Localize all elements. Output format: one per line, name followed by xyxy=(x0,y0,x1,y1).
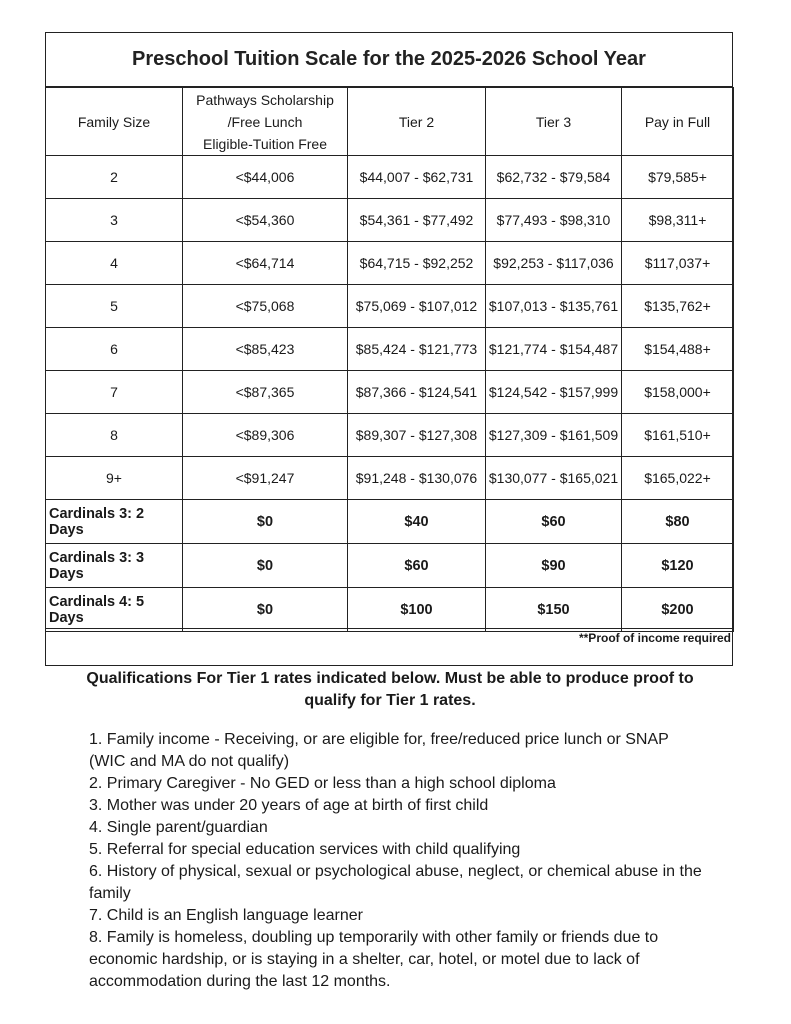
list-item: 8. Family is homeless, doubling up temporarily with other family or friends due to economic hardship, or is staying in a shelter, car, hotel, or motel due to lack of accommodation during the last 12 months. xyxy=(89,929,659,990)
cell-tier2: $54,361 - $77,492 xyxy=(348,199,486,242)
header-pay-in-full: Pay in Full xyxy=(622,88,734,156)
cell-tier2-price: $60 xyxy=(348,544,486,588)
cell-family-size: 3 xyxy=(46,199,183,242)
cell-program-label: Cardinals 3: 2 Days xyxy=(46,500,183,544)
income-note-row xyxy=(46,628,732,666)
table-row xyxy=(46,242,734,285)
cell-pathways: <$44,006 xyxy=(183,156,348,199)
list-item: 2. Primary Caregiver - No GED or less than a high school diploma xyxy=(89,775,556,792)
header-row xyxy=(46,88,734,156)
header-pathways-line2: /Free Lunch xyxy=(227,113,303,130)
cell-family-size: 2 xyxy=(46,156,183,199)
income-note: **Proof of income required xyxy=(578,631,731,645)
cell-pay-in-full-price: $200 xyxy=(622,588,734,632)
cell-tier2: $75,069 - $107,012 xyxy=(348,285,486,328)
header-tier2: Tier 2 xyxy=(348,88,486,156)
cell-family-size: 9+ xyxy=(46,457,183,500)
cell-family-size: 7 xyxy=(46,371,183,414)
cell-pay-in-full: $165,022+ xyxy=(622,457,734,500)
cell-pay-in-full-price: $80 xyxy=(622,500,734,544)
cell-tier2: $91,248 - $130,076 xyxy=(348,457,486,500)
header-tier3: Tier 3 xyxy=(486,88,622,156)
cell-tier2: $89,307 - $127,308 xyxy=(348,414,486,457)
list-item: 5. Referral for special education services with child qualifying xyxy=(89,841,521,858)
cell-pathways-price: $0 xyxy=(183,544,348,588)
table-row xyxy=(46,156,734,199)
cell-pay-in-full: $98,311+ xyxy=(622,199,734,242)
cell-tier2-price: $100 xyxy=(348,588,486,632)
list-item: 3. Mother was under 20 years of age at birth of first child xyxy=(89,797,489,814)
qualifications-list xyxy=(89,729,709,993)
header-family-size: Family Size xyxy=(46,88,183,156)
cell-pathways: <$64,714 xyxy=(183,242,348,285)
cell-pay-in-full-price: $120 xyxy=(622,544,734,588)
cell-tier2: $85,424 - $121,773 xyxy=(348,328,486,371)
cell-family-size: 4 xyxy=(46,242,183,285)
header-pathways xyxy=(183,88,348,156)
cell-family-size: 6 xyxy=(46,328,183,371)
cell-tier3: $124,542 - $157,999 xyxy=(486,371,622,414)
cell-tier3: $77,493 - $98,310 xyxy=(486,199,622,242)
cell-pay-in-full: $161,510+ xyxy=(622,414,734,457)
table-row xyxy=(46,414,734,457)
cell-tier2: $44,007 - $62,731 xyxy=(348,156,486,199)
cell-tier3-price: $60 xyxy=(486,500,622,544)
cell-pathways: <$91,247 xyxy=(183,457,348,500)
cell-pay-in-full: $79,585+ xyxy=(622,156,734,199)
cell-pathways: <$85,423 xyxy=(183,328,348,371)
cell-pathways: <$87,365 xyxy=(183,371,348,414)
cell-pay-in-full: $117,037+ xyxy=(622,242,734,285)
header-pathways-line3: Eligible-Tuition Free xyxy=(203,135,327,152)
cell-tier3: $92,253 - $117,036 xyxy=(486,242,622,285)
price-row xyxy=(46,588,734,632)
cell-tier2: $64,715 - $92,252 xyxy=(348,242,486,285)
cell-tier2-price: $40 xyxy=(348,500,486,544)
header-pathways-line1: Pathways Scholarship xyxy=(196,91,334,108)
list-item: 1. Family income - Receiving, or are eligible for, free/reduced price lunch or SNAP (WIC and MA do not qualify) xyxy=(89,731,669,770)
cell-tier3: $121,774 - $154,487 xyxy=(486,328,622,371)
table-row xyxy=(46,371,734,414)
cell-pathways: <$89,306 xyxy=(183,414,348,457)
cell-pathways: <$54,360 xyxy=(183,199,348,242)
tuition-frame xyxy=(45,32,733,666)
cell-family-size: 5 xyxy=(46,285,183,328)
list-item: 7. Child is an English language learner xyxy=(89,907,363,924)
cell-pay-in-full: $135,762+ xyxy=(622,285,734,328)
price-row xyxy=(46,500,734,544)
page-title: Preschool Tuition Scale for the 2025-2026 School Year xyxy=(46,33,732,87)
cell-pathways-price: $0 xyxy=(183,500,348,544)
list-item: 6. History of physical, sexual or psychological abuse, neglect, or chemical abuse in the family xyxy=(89,863,702,902)
cell-tier2: $87,366 - $124,541 xyxy=(348,371,486,414)
cell-tier3-price: $90 xyxy=(486,544,622,588)
cell-tier3: $127,309 - $161,509 xyxy=(486,414,622,457)
table-row xyxy=(46,199,734,242)
qualifications-heading: Qualifications For Tier 1 rates indicated below. Must be able to produce proof to qualify for Tier 1 rates. xyxy=(86,670,694,709)
cell-pay-in-full: $158,000+ xyxy=(622,371,734,414)
cell-tier3-price: $150 xyxy=(486,588,622,632)
cell-tier3: $62,732 - $79,584 xyxy=(486,156,622,199)
cell-pay-in-full: $154,488+ xyxy=(622,328,734,371)
table-row xyxy=(46,285,734,328)
cell-pathways-price: $0 xyxy=(183,588,348,632)
table-row xyxy=(46,328,734,371)
list-item: 4. Single parent/guardian xyxy=(89,819,268,836)
table-row xyxy=(46,457,734,500)
cell-pathways: <$75,068 xyxy=(183,285,348,328)
price-row xyxy=(46,544,734,588)
cell-tier3: $107,013 - $135,761 xyxy=(486,285,622,328)
cell-program-label: Cardinals 3: 3 Days xyxy=(46,544,183,588)
cell-tier3: $130,077 - $165,021 xyxy=(486,457,622,500)
tuition-table xyxy=(45,87,734,632)
cell-family-size: 8 xyxy=(46,414,183,457)
cell-program-label: Cardinals 4: 5 Days xyxy=(46,588,183,632)
